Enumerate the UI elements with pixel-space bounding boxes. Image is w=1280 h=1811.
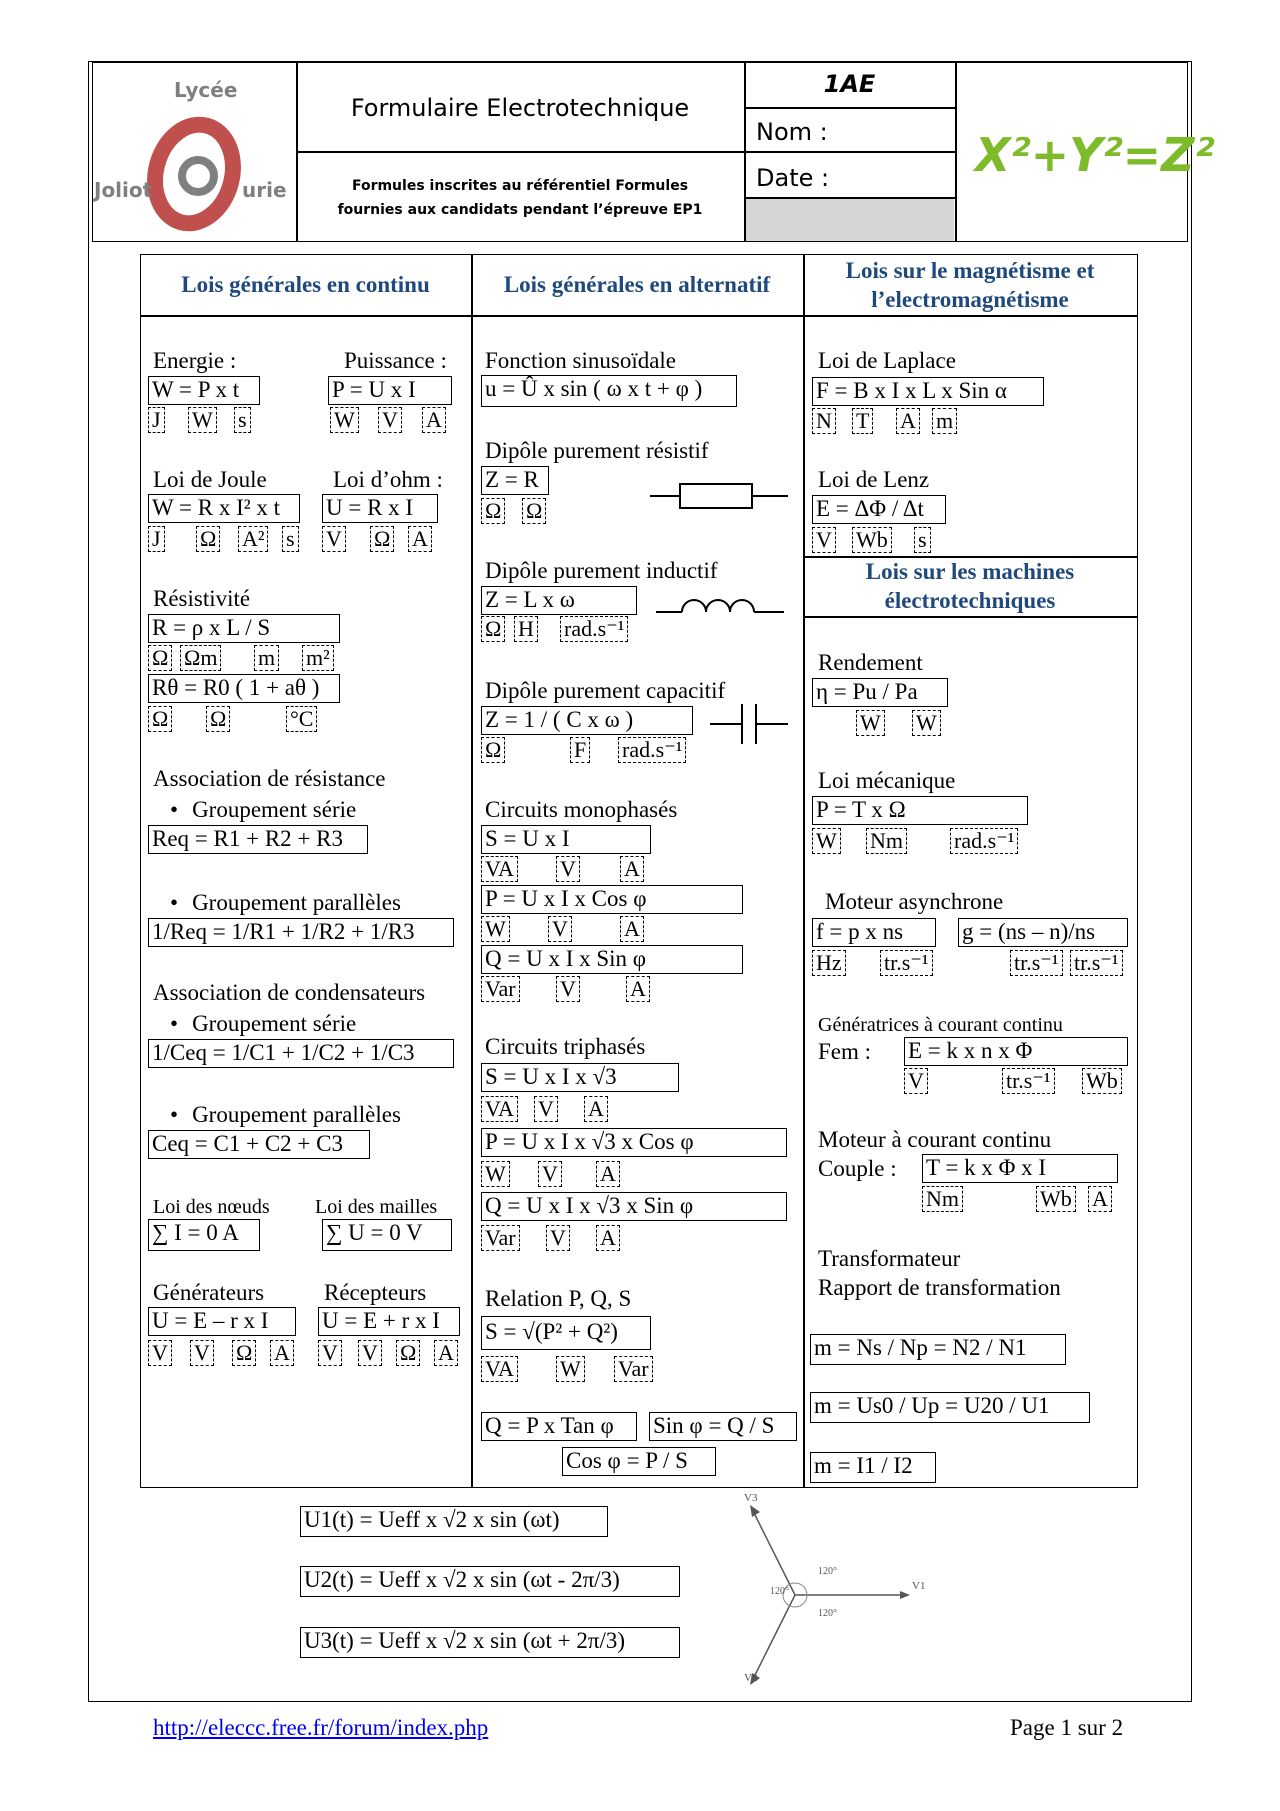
- formula-req-serie: Req = R1 + R2 + R3: [148, 825, 368, 854]
- nom-label: Nom :: [756, 118, 828, 146]
- formula-ohm: U = R x I: [322, 494, 438, 523]
- unit: A: [434, 1340, 458, 1366]
- logo-lycee: Lycée: [174, 78, 238, 102]
- class-label: 1AE: [823, 70, 876, 98]
- unit: A: [896, 408, 920, 434]
- capacitor-symbol: [710, 700, 790, 748]
- unit: A: [408, 526, 432, 552]
- phasor-diagram: [740, 1495, 930, 1685]
- formula-m3: m = I1 / I2: [810, 1452, 936, 1483]
- unit: W: [481, 916, 510, 942]
- unit: Wb: [1082, 1068, 1122, 1094]
- unit: V: [546, 1225, 570, 1251]
- divider: [803, 616, 1138, 618]
- inductor-symbol: [656, 588, 786, 618]
- divider: [296, 151, 744, 153]
- footer-link[interactable]: http://eleccc.free.fr/forum/index.php: [153, 1715, 489, 1740]
- label-resistif: Dipôle purement résistif: [485, 438, 709, 463]
- divider: [471, 254, 473, 1488]
- angle-label: 120°: [770, 1586, 789, 1597]
- formula-m2: m = Us0 / Up = U20 / U1: [810, 1392, 1090, 1423]
- label-assoc-condensateurs: Association de condensateurs: [153, 980, 426, 1005]
- label-resistivite: Résistivité: [153, 586, 251, 611]
- formula-generateur: U = E – r x I: [148, 1307, 296, 1336]
- label-capacitif: Dipôle purement capacitif: [485, 678, 726, 703]
- label-generateurs: Générateurs: [153, 1280, 265, 1305]
- formula-mailles: ∑ U = 0 V: [322, 1219, 452, 1251]
- unit: VA: [481, 856, 518, 882]
- unit: V: [190, 1340, 214, 1366]
- formula-u1: U1(t) = Ueff x √2 x sin (ωt): [300, 1506, 608, 1537]
- label-recepteurs: Récepteurs: [324, 1280, 427, 1305]
- label-moteur-cc: Moteur à courant continu: [818, 1127, 1052, 1152]
- formula-relation: S = √(P² + Q²): [481, 1316, 651, 1350]
- formula-rendement: η = Pu / Pa: [812, 678, 948, 707]
- page-number: Page 1 sur 2: [1010, 1715, 1124, 1740]
- label-mailles: Loi des mailles: [315, 1196, 438, 1218]
- formula-ceq-parallele: Ceq = C1 + C2 + C3: [148, 1130, 370, 1159]
- unit: tr.s⁻¹: [880, 950, 933, 976]
- unit: m²: [302, 645, 334, 671]
- unit: W: [856, 710, 885, 736]
- formula-mono-s: S = U x I: [481, 825, 651, 854]
- formula-puissance: P = U x I: [328, 376, 452, 405]
- unit: Ω: [196, 526, 220, 552]
- unit: V: [556, 856, 580, 882]
- unit: VA: [481, 1096, 518, 1122]
- unit: A: [596, 1225, 620, 1251]
- unit: Wb: [1036, 1186, 1076, 1212]
- formula-sinusoidale: u = Û x sin ( ω x t + φ ): [481, 375, 737, 407]
- formula-tan: Q = P x Tan φ: [481, 1412, 637, 1441]
- unit: Nm: [866, 828, 907, 854]
- label-generatrices: Génératrices à courant continu: [818, 1014, 1063, 1036]
- formula-tri-q: Q = U x I x √3 x Sin φ: [481, 1192, 787, 1221]
- unit: tr.s⁻¹: [1002, 1068, 1055, 1094]
- angle-label: 120°: [818, 1608, 837, 1619]
- unit: T: [852, 408, 873, 434]
- unit: V: [378, 407, 402, 433]
- label-couple: Couple :: [818, 1156, 897, 1181]
- school-logo: [94, 74, 294, 234]
- label-lenz: Loi de Lenz: [818, 467, 930, 492]
- unit: H: [514, 616, 538, 642]
- label-sinusoidale: Fonction sinusoïdale: [485, 348, 677, 373]
- unit: F: [570, 737, 590, 763]
- unit: J: [148, 526, 165, 552]
- label-assoc-resistance: Association de résistance: [153, 766, 386, 791]
- formula-recepteur: U = E + r x I: [318, 1307, 460, 1336]
- formula-capacitif: Z = 1 / ( C x ω ): [481, 706, 693, 735]
- unit: A: [620, 916, 644, 942]
- unit: V: [318, 1340, 342, 1366]
- unit: W: [188, 407, 217, 433]
- unit: A: [626, 976, 650, 1002]
- logo-joliot: Joliot: [94, 178, 153, 202]
- formula-noeuds: ∑ I = 0 A: [148, 1219, 260, 1251]
- unit: Ω: [232, 1340, 256, 1366]
- formula-fem: E = k x n x Φ: [904, 1037, 1128, 1066]
- unit: s: [282, 526, 299, 552]
- divider: [744, 151, 955, 153]
- label-puissance: Puissance :: [344, 348, 447, 373]
- resistor-symbol: [650, 478, 790, 514]
- label-parallele-c: • Groupement parallèles: [170, 1102, 401, 1128]
- unit: V: [904, 1068, 928, 1094]
- formula-mono-p: P = U x I x Cos φ: [481, 885, 743, 914]
- date-label: Date :: [756, 164, 830, 192]
- unit: W: [912, 710, 941, 736]
- label-energie: Energie :: [153, 348, 237, 373]
- formula-frequence: f = p x ns: [812, 918, 936, 947]
- formula-temperature: Rθ = R0 ( 1 + aθ ): [148, 674, 340, 703]
- unit: A: [620, 856, 644, 882]
- unit: W: [556, 1356, 585, 1382]
- unit: A: [270, 1340, 294, 1366]
- unit: Ω: [370, 526, 394, 552]
- label-ohm: Loi d’ohm :: [333, 467, 443, 492]
- formula-mecanique: P = T x Ω: [812, 796, 1028, 825]
- phasor-v1: V1: [912, 1580, 926, 1592]
- unit: V: [358, 1340, 382, 1366]
- formula-cos: Cos φ = P / S: [562, 1447, 716, 1476]
- unit: Nm: [922, 1186, 963, 1212]
- label-joule: Loi de Joule: [153, 467, 267, 492]
- formula-lenz: E = ΔΦ / Δt: [812, 495, 946, 524]
- logo-curie: urie: [242, 178, 287, 202]
- label-relation: Relation P, Q, S: [485, 1286, 632, 1311]
- unit: Ω: [148, 645, 172, 671]
- unit: Ω: [481, 498, 505, 524]
- formula-m1: m = Ns / Np = N2 / N1: [810, 1334, 1066, 1365]
- divider: [744, 107, 955, 109]
- formula-inductif: Z = L x ω: [481, 586, 637, 615]
- formula-u3: U3(t) = Ueff x √2 x sin (ωt + 2π/3): [300, 1627, 680, 1658]
- label-transformateur: Transformateur: [818, 1246, 961, 1271]
- divider: [955, 62, 957, 242]
- col-head-alternatif: Lois générales en alternatif: [503, 272, 771, 297]
- unit: Var: [614, 1356, 653, 1382]
- unit: Ωm: [180, 645, 221, 671]
- unit: W: [812, 828, 841, 854]
- unit: VA: [481, 1356, 518, 1382]
- formula-tri-s: S = U x I x √3: [481, 1063, 679, 1092]
- unit: Ω: [396, 1340, 420, 1366]
- unit: tr.s⁻¹: [1010, 950, 1063, 976]
- divider: [140, 315, 1138, 317]
- phasor-v2: V2: [744, 1672, 758, 1684]
- unit: rad.s⁻¹: [950, 828, 1018, 854]
- unit: m: [932, 408, 957, 434]
- unit: V: [322, 526, 346, 552]
- formula-couple: T = k x Φ x I: [922, 1154, 1118, 1183]
- formula-glissement: g = (ns – n)/ns: [958, 918, 1128, 947]
- label-laplace: Loi de Laplace: [818, 348, 956, 373]
- formula-joule: W = R x I² x t: [148, 494, 300, 523]
- unit: V: [534, 1096, 558, 1122]
- unit: m: [254, 645, 279, 671]
- unit: J: [148, 407, 165, 433]
- unit: tr.s⁻¹: [1070, 950, 1123, 976]
- unit: Wb: [852, 527, 892, 553]
- unit: A²: [238, 526, 268, 552]
- label-fem: Fem :: [818, 1039, 872, 1064]
- phasor-v3: V3: [744, 1492, 758, 1504]
- label-serie: • Groupement série: [170, 797, 356, 823]
- unit: °C: [286, 706, 317, 732]
- unit: s: [234, 407, 251, 433]
- formula-u2: U2(t) = Ueff x √2 x sin (ωt - 2π/3): [300, 1566, 680, 1597]
- unit: V: [148, 1340, 172, 1366]
- label-serie-c: • Groupement série: [170, 1011, 356, 1037]
- unit: Var: [481, 976, 520, 1002]
- label-triphases: Circuits triphasés: [485, 1034, 646, 1059]
- unit: V: [538, 1161, 562, 1187]
- unit: Var: [481, 1225, 520, 1251]
- label-asynchrone: Moteur asynchrone: [825, 889, 1004, 914]
- col-head-continu: Lois générales en continu: [181, 272, 430, 297]
- unit: A: [596, 1161, 620, 1187]
- unit: Ω: [148, 706, 172, 732]
- unit: V: [812, 527, 836, 553]
- unit: A: [1088, 1186, 1112, 1212]
- doc-subtitle: Formules inscrites au référentiel Formules fournies aux candidats pendant l’épreuve EP1: [337, 178, 703, 218]
- formula-laplace: F = B x I x L x Sin α: [812, 377, 1044, 406]
- unit: Ω: [481, 737, 505, 763]
- unit: V: [556, 976, 580, 1002]
- unit: rad.s⁻¹: [560, 616, 628, 642]
- label-monophases: Circuits monophasés: [485, 797, 678, 822]
- formula-sin: Sin φ = Q / S: [649, 1412, 797, 1441]
- unit: Ω: [481, 616, 505, 642]
- unit: Ω: [522, 498, 546, 524]
- label-inductif: Dipôle purement inductif: [485, 558, 718, 583]
- col-head-magnetisme: Lois sur le magnétisme et l’electromagnétisme: [845, 258, 1095, 312]
- unit: s: [914, 527, 931, 553]
- label-rapport: Rapport de transformation: [818, 1275, 1061, 1300]
- unit: A: [422, 407, 446, 433]
- unit: Hz: [812, 950, 846, 976]
- grey-cell: [746, 199, 954, 241]
- unit: A: [584, 1096, 608, 1122]
- formula-resistivite: R = ρ x L / S: [148, 614, 340, 643]
- unit: W: [481, 1161, 510, 1187]
- doc-title: Formulaire Electrotechnique: [350, 94, 690, 122]
- unit: N: [812, 408, 836, 434]
- formula-energie: W = P x t: [148, 376, 260, 405]
- unit: W: [330, 407, 359, 433]
- formula-resistif: Z = R: [481, 466, 549, 495]
- divider: [803, 254, 805, 1488]
- formula-req-parallele: 1/Req = 1/R1 + 1/R2 + 1/R3: [148, 918, 454, 947]
- col-head-machines: Lois sur les machines électrotechniques: [865, 559, 1075, 613]
- unit: V: [548, 916, 572, 942]
- unit: rad.s⁻¹: [618, 737, 686, 763]
- label-parallele: • Groupement parallèles: [170, 890, 401, 916]
- angle-label: 120°: [818, 1566, 837, 1577]
- formula-mono-q: Q = U x I x Sin φ: [481, 945, 743, 974]
- formula-ceq-serie: 1/Ceq = 1/C1 + 1/C2 + 1/C3: [148, 1039, 454, 1068]
- label-mecanique: Loi mécanique: [818, 768, 956, 793]
- unit: Ω: [206, 706, 230, 732]
- label-rendement: Rendement: [818, 650, 923, 675]
- label-noeuds: Loi des nœuds: [153, 1196, 270, 1218]
- math-logo: X²+Y²=Z²: [975, 128, 1215, 182]
- formula-tri-p: P = U x I x √3 x Cos φ: [481, 1128, 787, 1157]
